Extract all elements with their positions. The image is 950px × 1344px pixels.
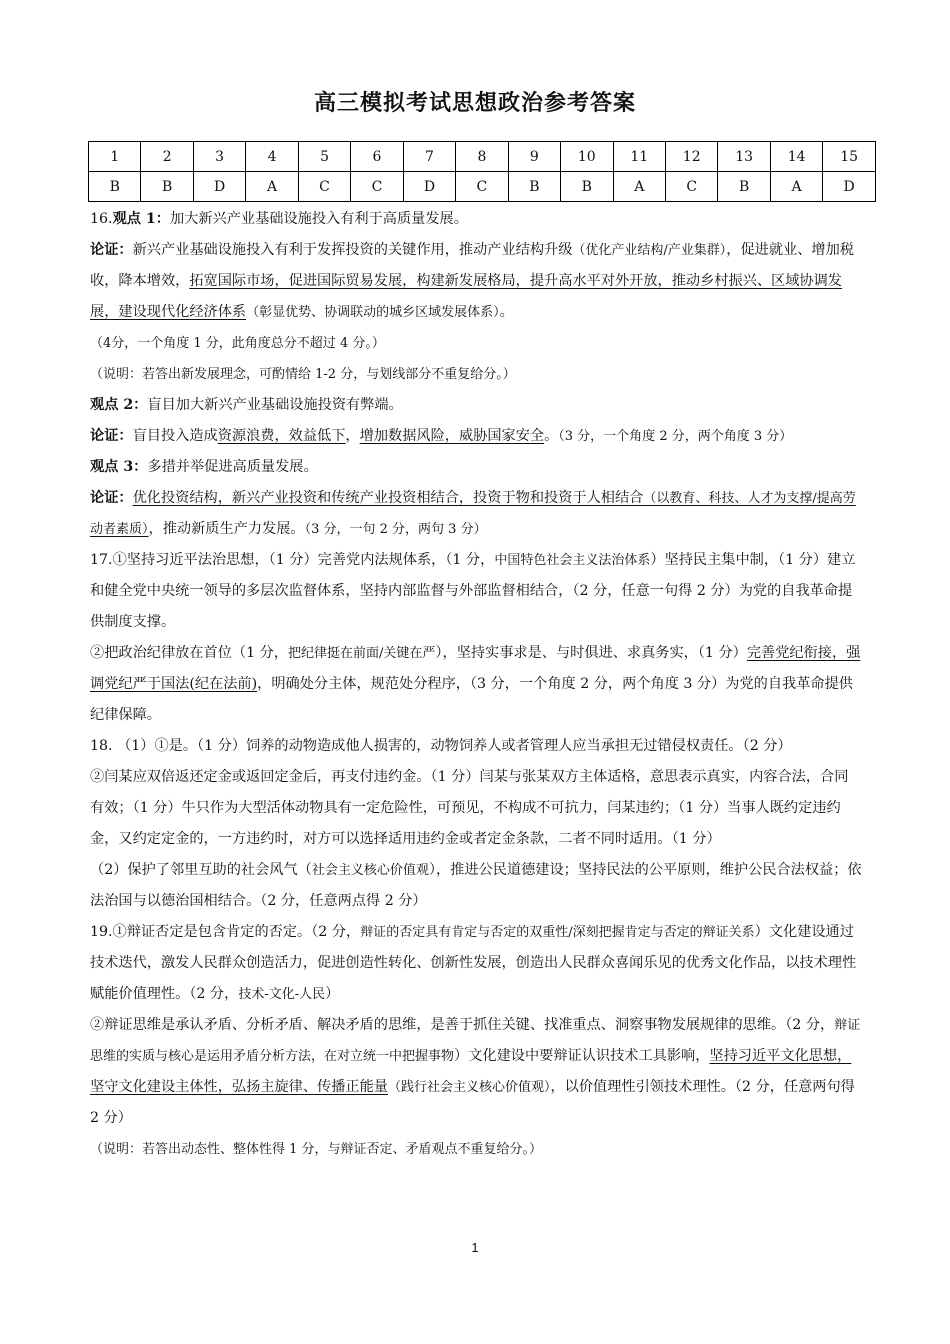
underlined-key-point: 完善党纪衔接，强调党纪严于国法(纪在法前) <box>90 645 861 692</box>
underlined-key-point: 坚持习近平文化思想，坚守文化建设主体性，弘扬主旋律、传播正能量 <box>90 1048 852 1095</box>
question-number-cell: 5 <box>298 142 350 172</box>
answer-cell: A <box>770 172 822 202</box>
question-number-cell: 7 <box>403 142 455 172</box>
q18-part-2: ②闫某应双倍返还定金或返回定金后，再支付违约金。（1 分）闫某与张某双方主体适格，意思表示真实，内容合法，合同有效；（1 分）牛只作为大型活体动物具有一定危险性，可预见，不构成不可抗力，闫某违约；（1 分）当事人既约定违约金，又约定定金的，一方违约时，对方可以选择适用违约金或者定金条款，二者不同时适用。（1 分） <box>90 769 849 847</box>
answer-cell: C <box>298 172 350 202</box>
underlined-key-point: 拓宽国际市场，促进国际贸易发展，构建新发展格局，提升高水平对外开放，推动乡村振兴、区域协调发展，建设现代化经济体系 <box>90 273 842 320</box>
question-number-cell: 9 <box>508 142 560 172</box>
answer-cell: B <box>718 172 770 202</box>
question-number-cell: 11 <box>613 142 665 172</box>
page-title: 高三模拟考试思想政治参考答案 <box>313 91 636 116</box>
q16-argument-3: 论证：优化投资结构，新兴产业投资和传统产业投资相结合，投资于物和投资于人相结合（以教育、科技、人才为支撑/提高劳动者素质），推动新质生产力发展。（3 分，一句 2 分，两句 3 分） <box>90 490 856 537</box>
q16-argument-1: 论证：新兴产业基础设施投入有利于发挥投资的关键作用，推动产业结构升级（优化产业结构/产业集群），促进就业、增加税收，降本增效，拓宽国际市场，促进国际贸易发展，构建新发展格局，提升高水平对外开放，推动乡村振兴、区域协调发展，建设现代化经济体系（彰显优势、协调联动的城乡区域发展体系）。 <box>90 242 854 320</box>
argument-label: 论证： <box>90 490 133 506</box>
underlined-key-point: 资源浪费，效益低下 <box>217 428 346 444</box>
answer-cell: B <box>561 172 613 202</box>
answer-table-answer-row <box>89 172 876 202</box>
q17-part-2: ②把政治纪律放在首位（1 分，把纪律挺在前面/关键在严），坚持实事求是、与时俱进、求真务实，（1 分）完善党纪衔接，强调党纪严于国法(纪在法前)，明确处分主体，规范处分程序，（3 分，一个角度 2 分，两个角度 3 分）为党的自我革命提供纪律保障。 <box>90 645 861 723</box>
argument-label: 论证： <box>90 428 133 444</box>
answer-cell: D <box>193 172 245 202</box>
question-number-cell: 15 <box>823 142 876 172</box>
question-number-cell: 8 <box>456 142 508 172</box>
answer-cell: C <box>351 172 403 202</box>
question-number-cell: 4 <box>246 142 298 172</box>
viewpoint-label: 观点 3： <box>90 459 148 475</box>
q18-part-3: （2）保护了邻里互助的社会风气（社会主义核心价值观），推进公民道德建设；坚持民法的公平原则，维护公民合法权益；依法治国与以德治国相结合。（2 分，任意两点得 2 分） <box>90 862 862 909</box>
q16-viewpoint-2: 观点 2：盲目加大新兴产业基础设施投资有弊端。 <box>90 397 403 413</box>
answer-table <box>88 141 876 202</box>
answer-cell: B <box>141 172 193 202</box>
page-number: 1 <box>471 1240 479 1255</box>
q16-score-1: （4分，一个角度 1 分，此角度总分不超过 4 分。） <box>90 336 385 351</box>
question-number-cell: 2 <box>141 142 193 172</box>
question-number-cell: 13 <box>718 142 770 172</box>
question-number-cell: 10 <box>561 142 613 172</box>
viewpoint-label: 观点 2： <box>90 397 148 413</box>
q16-note: （说明：若答出新发展理念，可酌情给 1-2 分，与划线部分不重复给分。） <box>90 367 516 382</box>
underlined-key-point: 增加数据风险，威胁国家安全 <box>359 428 545 444</box>
question-number-cell: 6 <box>351 142 403 172</box>
answer-cell: D <box>823 172 876 202</box>
q19-part-1: 19.①辩证否定是包含肯定的否定。（2 分，辩证的否定具有肯定与否定的双重性/深刻把握肯定与否定的辩证关系）文化建设通过技术迭代，激发人民群众创造活力，促进创造性转化、创新性发展，创造出人民群众喜闻乐见的优秀文化作品，以技术理性赋能价值理性。（2 分，技术-文化-人民） <box>90 924 857 1002</box>
question-number-cell: 3 <box>193 142 245 172</box>
q16-argument-2: 论证：盲目投入造成资源浪费，效益低下，增加数据风险，威胁国家安全。（3 分，一个角度 2 分，两个角度 3 分） <box>90 428 793 444</box>
answer-content <box>90 204 862 1165</box>
q16-viewpoint-1: 16.观点 1：加大新兴产业基础设施投入有利于高质量发展。 <box>90 211 468 227</box>
underlined-key-point: 优化投资结构，新兴产业投资和传统产业投资相结合，投资于物和投资于人相结合 <box>132 490 644 506</box>
question-number-cell: 14 <box>770 142 822 172</box>
answer-cell: D <box>403 172 455 202</box>
answer-cell: C <box>665 172 717 202</box>
answer-cell: B <box>508 172 560 202</box>
q18-part-1: 18. （1）①是。（1 分）饲养的动物造成他人损害的，动物饲养人或者管理人应当承担无过错侵权责任。（2 分） <box>90 738 792 754</box>
answer-cell: A <box>246 172 298 202</box>
argument-label: 论证： <box>90 242 133 258</box>
question-number-cell: 1 <box>89 142 141 172</box>
answer-cell: B <box>89 172 141 202</box>
answer-cell: A <box>613 172 665 202</box>
answer-cell: C <box>456 172 508 202</box>
question-number-cell: 12 <box>665 142 717 172</box>
q19-note: （说明：若答出动态性、整体性得 1 分，与辩证否定、矛盾观点不重复给分。） <box>90 1142 543 1157</box>
answer-table-number-row <box>89 142 876 172</box>
q19-part-2: ②辩证思维是承认矛盾、分析矛盾、解决矛盾的思维，是善于抓住关键、找准重点、洞察事物发展规律的思维。（2 分，辩证思维的实质与核心是运用矛盾分析方法，在对立统一中把握事物）文化建设中要辩证认识技术工具影响，坚持习近平文化思想，坚守文化建设主体性，弘扬主旋律、传播正能量（践行社会主义核心价值观），以价值理性引领技术理性。（2 分，任意两句得 2 分） <box>90 1017 861 1126</box>
viewpoint-label: 观点 1： <box>112 211 170 227</box>
q16-viewpoint-3: 观点 3：多措并举促进高质量发展。 <box>90 459 318 475</box>
q17-part-1: 17.①坚持习近平法治思想，（1 分）完善党内法规体系，（1 分，中国特色社会主义法治体系）坚持民主集中制，（1 分）建立和健全党中央统一领导的多层次监督体系，坚持内部监督与外部监督相结合，（2 分，任意一句得 2 分）为党的自我革命提供制度支撑。 <box>90 552 856 630</box>
